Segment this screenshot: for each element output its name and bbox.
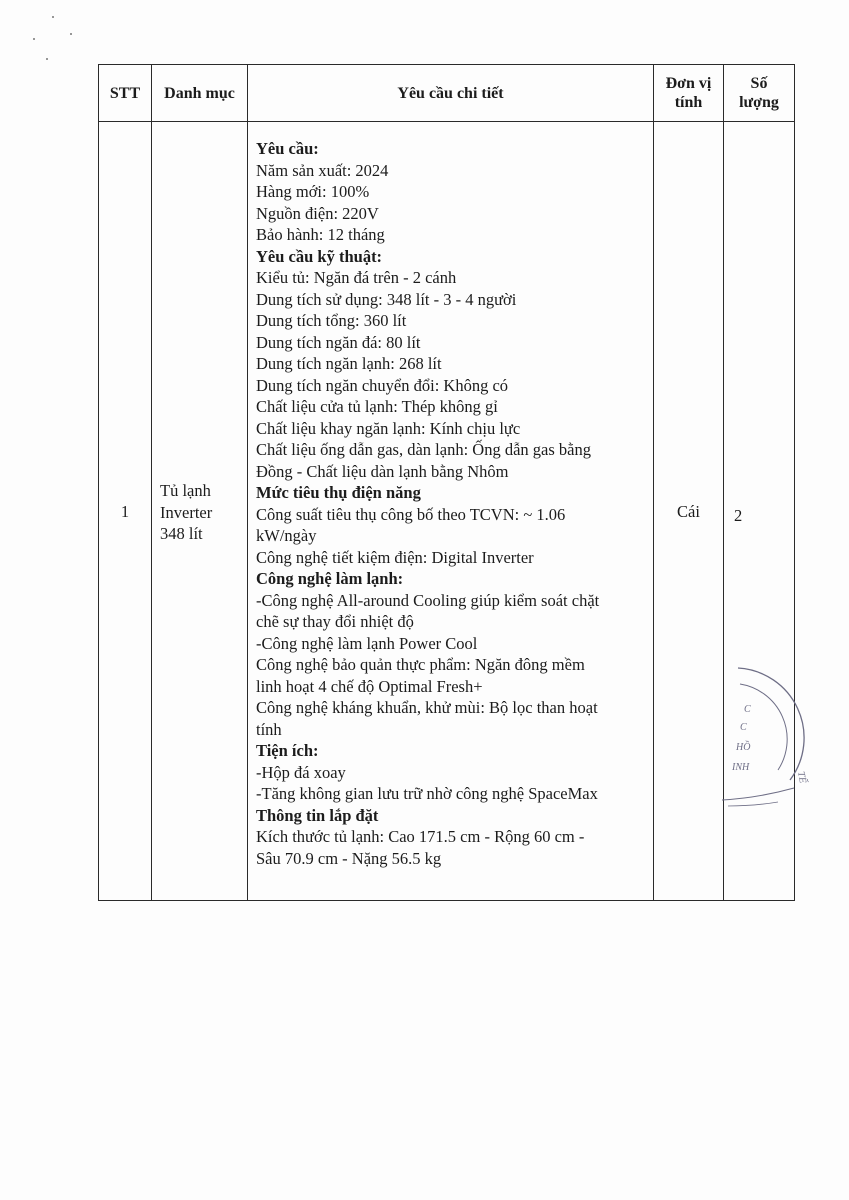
- detail-section-heading: Yêu cầu kỹ thuật:: [256, 246, 383, 266]
- detail-line: Bảo hành: 12 tháng: [256, 225, 385, 244]
- header-quantity: [724, 65, 795, 122]
- seal-inner-ring: [740, 684, 787, 770]
- header-unit-line: Đơn vị: [665, 75, 712, 92]
- detail-line: Kích thước tủ lạnh: Cao 171.5 cm - Rộng 60 cm -: [256, 827, 585, 846]
- header-row: [99, 65, 795, 122]
- detail-line: Sâu 70.9 cm - Nặng 56.5 kg: [256, 848, 442, 868]
- header-quantity-line: Số: [750, 75, 768, 92]
- detail-line: Năm sản xuất: 2024: [256, 160, 389, 180]
- detail-line: -Công nghệ All-around Cooling giúp kiểm soát chặt: [256, 590, 600, 610]
- category-line: Tủ lạnh: [160, 481, 211, 500]
- detail-line: kW/ngày: [256, 526, 317, 545]
- detail-line: Dung tích ngăn đá: 80 lít: [256, 332, 421, 352]
- detail-line: Công suất tiêu thụ công bố theo TCVN: ~ 1.06: [256, 504, 566, 524]
- header-unit-line: tính: [674, 94, 703, 111]
- detail-line: tính: [256, 719, 282, 739]
- detail-section-heading: Thông tin lắp đặt: [256, 805, 379, 825]
- detail-line: Hàng mới: 100%: [256, 182, 370, 201]
- detail-line: Công nghệ kháng khuẩn, khử mùi: Bộ lọc than hoạt: [256, 698, 598, 717]
- quantity-value: 2: [734, 506, 743, 525]
- detail-line: Dung tích sử dụng: 348 lít - 3 - 4 người: [256, 289, 517, 309]
- detail-line: Chất liệu khay ngăn lạnh: Kính chịu lực: [256, 418, 521, 438]
- detail-line: Công nghệ tiết kiệm điện: Digital Inverter: [256, 547, 534, 567]
- detail-line: -Tăng không gian lưu trữ nhờ công nghệ SpaceMax: [256, 784, 598, 803]
- detail-line: Kiểu tủ: Ngăn đá trên - 2 cánh: [256, 268, 457, 287]
- detail-section-heading: Mức tiêu thụ điện năng: [256, 483, 421, 502]
- detail-section-heading: Tiện ích:: [256, 741, 319, 760]
- table-row: [99, 122, 795, 901]
- header-category: Danh mục: [152, 65, 248, 122]
- header-stt: STT: [99, 65, 152, 122]
- detail-line: Dung tích ngăn chuyển đổi: Không có: [256, 375, 509, 395]
- seal-rings: [722, 668, 804, 806]
- detail-line: Công nghệ bảo quản thực phẩm: Ngăn đông mềm: [256, 655, 585, 674]
- unit-value: Cái: [677, 502, 700, 521]
- seal-fragment: C: [744, 704, 751, 715]
- detail-line: -Công nghệ làm lạnh Power Cool: [256, 633, 478, 653]
- seal-stamp: [718, 660, 818, 810]
- seal-fragment: HỒ: [736, 742, 751, 753]
- detail-line: Dung tích tổng: 360 lít: [256, 311, 407, 330]
- header-unit: [654, 65, 724, 122]
- spec-table: [98, 64, 795, 901]
- detail-lines: [248, 122, 653, 869]
- detail-line: Nguồn điện: 220V: [256, 203, 379, 223]
- category-line: 348 lít: [160, 524, 203, 543]
- detail-section-heading: Yêu cầu:: [256, 139, 319, 158]
- cell-unit: [654, 122, 724, 901]
- detail-line: chẽ sự thay đổi nhiệt độ: [256, 612, 414, 631]
- category-value: [152, 122, 247, 545]
- seal-stroke: [722, 788, 794, 800]
- detail-line: -Hộp đá xoay: [256, 762, 346, 782]
- stt-value: 1: [120, 502, 130, 521]
- detail-section-heading: Công nghệ làm lạnh:: [256, 569, 404, 588]
- detail-line: Chất liệu cửa tủ lạnh: Thép không gỉ: [256, 397, 498, 416]
- detail-line: Chất liệu ống dẫn gas, dàn lạnh: Ống dẫn gas bằng: [256, 440, 591, 459]
- detail-line: Đồng - Chất liệu dàn lạnh bằng Nhôm: [256, 461, 509, 481]
- cell-stt: [99, 122, 152, 901]
- detail-line: Dung tích ngăn lạnh: 268 lít: [256, 354, 442, 373]
- cell-detail: [248, 122, 654, 901]
- seal-fragment: C: [740, 722, 747, 733]
- detail-line: linh hoạt 4 chế độ Optimal Fresh+: [256, 676, 483, 696]
- seal-fragment: TẾ: [795, 770, 808, 785]
- header-detail: Yêu cầu chi tiết: [248, 65, 654, 122]
- seal-stroke: [728, 802, 778, 806]
- cell-category: [152, 122, 248, 901]
- header-quantity-line: lượng: [739, 94, 779, 111]
- seal-fragment: INH: [732, 762, 750, 773]
- category-line: Inverter: [160, 502, 213, 522]
